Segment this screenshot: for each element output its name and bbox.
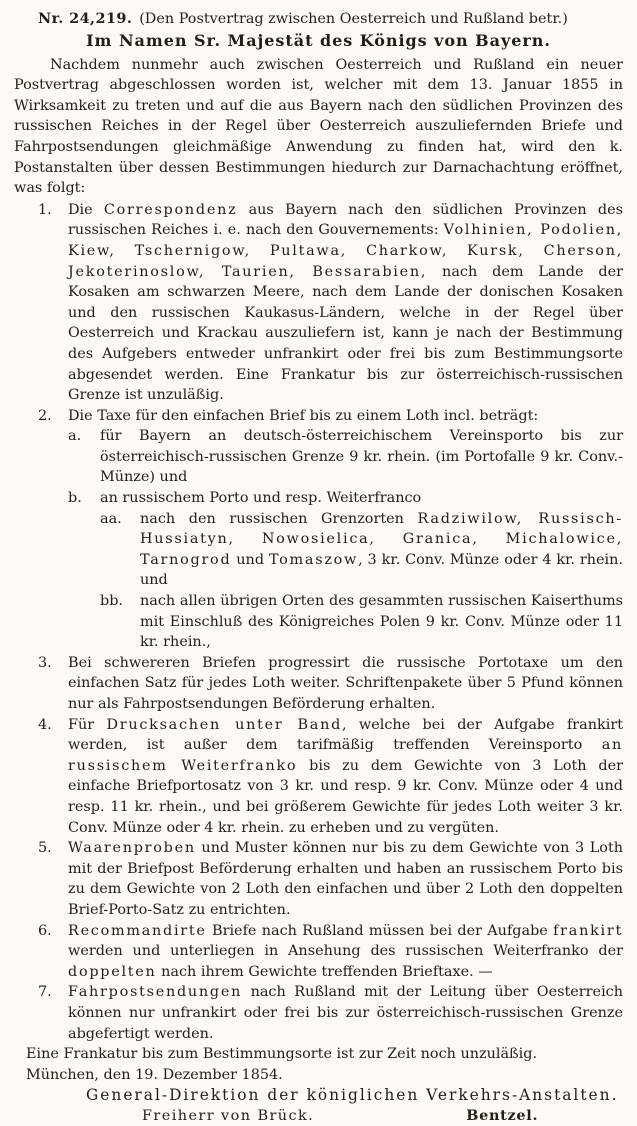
sub-sub-item-text: nach den russischen Grenzorten Radziwilow, Russisch-Hussiatyn, Nowosielica, Granica, Michalowice, Tarnogrod und Tomaszow, 3 kr. Conv. Münze oder 4 kr. rhein. und bbox=[140, 510, 623, 589]
item-text: Fahrpostsendungen nach Rußland mit der Leitung über Oesterreich können nur unfrankirt oder frei bis zur österreichisch-russischen Grenze abgefertigt werden. bbox=[68, 984, 623, 1042]
item-text: Bei schwereren Briefen progressirt die russische Portotaxe um den einfachen Satz für jedes Loth weiter. Schriftenpakete über 5 Pfund können nur als Fahrpostsendungen Beförderung erhalten. bbox=[68, 654, 623, 712]
sub-item-b bbox=[68, 488, 623, 653]
item-text: Die Taxe für den einfachen Brief bis zu einem Loth incl. beträgt: a. für Bayern an deutsch-österreichischem Vereinsporto bis zur österreichisch-russischen Grenze 9 kr. rhein. (im Portofalle 9 kr. Conv.-Münze) und b. an russischem Porto und resp. Weiterfranco aa. nach den russischen Grenzorten Radziwilow, Russisch-Hussiatyn, Nowosielica, Granica, Michalowice, Tarnogrod und Tomaszow, 3 kr. Conv. Münze oder 4 kr. rhein. und bb. nach allen übrigen Orten des gesammten russischen Kaiserthums mit Einschluß des Königreiches Polen 9 kr. Conv. Münze oder 11 kr. rhein., bbox=[68, 406, 623, 653]
item-number: 6. bbox=[38, 922, 52, 939]
intro-paragraph: Nachdem nunmehr auch zwischen Oesterreich und Rußland ein neuer Postvertrag abgeschlossen worden ist, welcher mit dem 13. Januar 1855 in Wirksamkeit zu treten und auf die aus Bayern nach den südlichen Provinzen des russischen Reiches in der Regel über Oesterreich auszuliefernden Briefe und Fahrpostsendungen gleichmäßige Anwendung zu finden hat, wird den k. Postanstalten über dessen Bestimmungen hiedurch zur Darnachachtung eröffnet, was folgt: bbox=[14, 56, 623, 197]
sub-sub-item-number: bb. bbox=[100, 593, 123, 610]
list-item-7 bbox=[14, 982, 623, 1044]
signature-row bbox=[14, 1106, 623, 1126]
item-text: Für Drucksachen unter Band, welche bei der Aufgabe frankirt werden, ist außer dem tarifmäßig treffenden Vereinsporto an russischem Weiterfranko bis zu dem Gewichte von 3 Loth der einfache Briefportosatz von 3 kr. und resp. 9 kr. Conv. Münze oder 4 und resp. 11 kr. rhein., und bei größerem Gewichte für jedes Loth weiter 3 kr. Conv. Münze oder 4 kr. rhein. zu erheben und zu vergüten. bbox=[68, 716, 623, 836]
list-item-2 bbox=[14, 406, 623, 653]
issuing-authority: General-Direktion der königlichen Verkehrs-Anstalten. bbox=[86, 1086, 619, 1105]
signature-right: Bentzel. bbox=[466, 1106, 539, 1124]
item-text: Recommandirte Briefe nach Rußland müssen bei der Aufgabe frankirt werden und unterliegen in Ansehung des russischen Weiterfranko der doppelten nach ihrem Gewichte treffenden Brieftaxe. — bbox=[68, 922, 623, 980]
sub-sub-item-number: aa. bbox=[100, 510, 122, 527]
page-title: Im Namen Sr. Majestät des Königs von Bayern. bbox=[86, 31, 551, 50]
item-text: Die Correspondenz aus Bayern nach den südlichen Provinzen des russischen Reiches i. e. nach den Gouvernements: Volhinien, Podolien, Kiew, Tschernigow, Pultawa, Charkow, Kursk, Cherson, Jekoterinoslow, Taurien, Bessarabien, nach dem Lande der Kosaken am schwarzen Meere, nach dem Lande der donischen Kosaken und den russischen Kaukasus-Ländern, welche in der Regel über Oesterreich und Krackau auszuliefern ist, kann je nach der Bestimmung des Aufgebers entweder unfrankirt oder frei bis zum Bestimmungsorte abgesendet werden. Eine Frankatur bis zur österreichisch-russischen Grenze ist unzuläßig. bbox=[68, 201, 624, 404]
decree-item-list bbox=[14, 200, 623, 1044]
sub-sub-item-bb bbox=[100, 591, 623, 653]
subject-line: (Den Postvertrag zwischen Oesterreich und Rußland betr.) bbox=[139, 11, 568, 27]
sub-item-a bbox=[68, 426, 623, 488]
item-text: Waarenproben und Muster können nur bis zu dem Gewichte von 3 Loth mit der Briefpost Beförderung erhalten und haben an russischem Porto bis zu dem Gewichte von 2 Loth den einfachen und über 2 Loth den doppelten Brief-Porto-Satz zu entrichten. bbox=[68, 840, 623, 918]
list-item-5 bbox=[14, 838, 623, 920]
frankatur-note: Eine Frankatur bis zum Bestimmungsorte ist zur Zeit noch unzuläßig. bbox=[26, 1046, 538, 1063]
item-number: 1. bbox=[38, 201, 52, 218]
item-number: 5. bbox=[38, 840, 52, 857]
list-item-6 bbox=[14, 921, 623, 983]
sub-item-text: für Bayern an deutsch-österreichischem Vereinsporto bis zur österreichisch-russischen Grenze 9 kr. rhein. (im Portofalle 9 kr. Conv.-Münze) und bbox=[100, 428, 623, 486]
item-number: 2. bbox=[38, 407, 52, 424]
sub-item-text: an russischem Porto und resp. Weiterfranco aa. nach den russischen Grenzorten Radziwilow, Russisch-Hussiatyn, Nowosielica, Granica, Michalowice, Tarnogrod und Tomaszow, 3 kr. Conv. Münze oder 4 kr. rhein. und bb. nach allen übrigen Orten des gesammten russischen Kaiserthums mit Einschluß des Königreiches Polen 9 kr. Conv. Münze oder 11 kr. rhein., bbox=[100, 488, 623, 653]
sub-sub-item-aa bbox=[100, 509, 623, 591]
list-item-4 bbox=[14, 715, 623, 839]
date-line: München, den 19. Dezember 1854. bbox=[26, 1066, 283, 1083]
item-number: 4. bbox=[38, 716, 52, 733]
sub-sub-item-text: nach allen übrigen Orten des gesammten russischen Kaiserthums mit Einschluß des Königreiches Polen 9 kr. Conv. Münze oder 11 kr. rhein., bbox=[140, 593, 623, 651]
list-item-3 bbox=[14, 653, 623, 715]
list-item-1 bbox=[14, 200, 623, 406]
signature-left: Freiherr von Brück. bbox=[142, 1107, 315, 1124]
sub-item-number: a. bbox=[68, 428, 82, 445]
doc-number: Nr. 24,219. bbox=[38, 10, 133, 27]
item-number: 7. bbox=[38, 984, 52, 1001]
item-number: 3. bbox=[38, 654, 52, 671]
sub-item-number: b. bbox=[68, 490, 82, 507]
header-row bbox=[14, 9, 623, 30]
